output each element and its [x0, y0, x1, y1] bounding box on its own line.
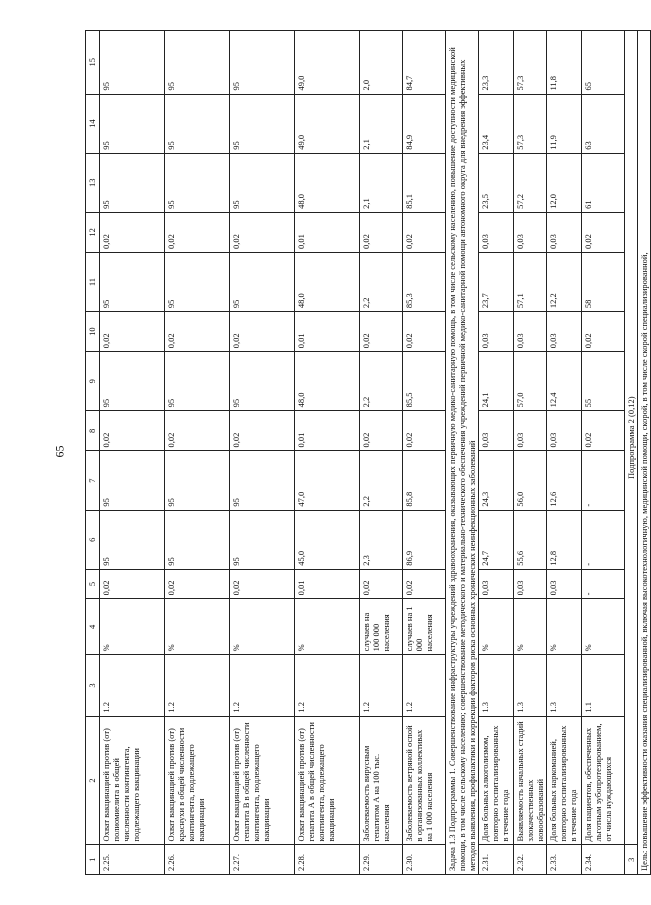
value-cell: -	[582, 569, 625, 599]
value-cell: 49,0	[295, 94, 360, 153]
value-cell: 0,02	[100, 312, 165, 352]
value-cell: 2,3	[360, 510, 403, 569]
task-code: 1.2	[230, 655, 295, 716]
value-cell: 12,2	[547, 252, 582, 311]
value-cell: 0,02	[230, 569, 295, 599]
value-cell: 0,02	[403, 411, 446, 451]
value-cell: 48,0	[295, 153, 360, 212]
subprogram-number: 3	[625, 845, 638, 875]
column-number: 1	[86, 845, 100, 875]
value-cell: 95	[100, 451, 165, 510]
indicator-name: Охват вакцинацией против (от) гепатита А в общей численности контингента, подлежащего вакцинации	[295, 716, 360, 845]
value-cell: 57,3	[514, 31, 547, 95]
value-cell: 12,4	[547, 352, 582, 411]
goal-description: Цель: повышение эффективности оказания специализированной, включая высокотехнологичную, медицинской помощи, скорой, в том числе скорой специализированной,	[638, 31, 651, 875]
value-cell: 24,1	[479, 352, 514, 411]
subprogram-row	[625, 31, 638, 875]
value-cell: 0,02	[403, 569, 446, 599]
value-cell: 58	[582, 252, 625, 311]
value-cell: 24,3	[479, 451, 514, 510]
unit-cell: %	[100, 599, 165, 655]
indicators-table	[85, 30, 651, 875]
table-row	[295, 31, 360, 875]
row-number: 2.27.	[230, 845, 295, 875]
unit-cell: %	[582, 599, 625, 655]
value-cell: 0,03	[514, 569, 547, 599]
task-code: 1.3	[547, 655, 582, 716]
value-cell: 0,03	[514, 212, 547, 252]
value-cell: 45,0	[295, 510, 360, 569]
column-number: 12	[86, 212, 100, 252]
rotated-table-page	[85, 30, 650, 875]
value-cell: 95	[100, 252, 165, 311]
row-number: 2.29.	[360, 845, 403, 875]
value-cell: 86,9	[403, 510, 446, 569]
value-cell: 85,3	[403, 252, 446, 311]
value-cell: 12,0	[547, 153, 582, 212]
value-cell: 2,1	[360, 153, 403, 212]
value-cell: 0,02	[360, 212, 403, 252]
column-number: 11	[86, 252, 100, 311]
value-cell: 2,2	[360, 352, 403, 411]
column-number-row	[86, 31, 100, 875]
value-cell: 2,2	[360, 252, 403, 311]
table-row	[100, 31, 165, 875]
value-cell: 84,7	[403, 31, 446, 95]
unit-cell: случаев на 100 000 населения	[360, 599, 403, 655]
task-code: 1.2	[165, 655, 230, 716]
value-cell: 57,2	[514, 153, 547, 212]
value-cell: 95	[100, 352, 165, 411]
value-cell: 0,03	[547, 569, 582, 599]
value-cell: 0,02	[403, 212, 446, 252]
value-cell: 0,01	[295, 212, 360, 252]
indicator-name: Охват вакцинацией против (от) гепатита В в общей численности контингента, подлежащего вакцинации	[230, 716, 295, 845]
value-cell: 0,03	[514, 312, 547, 352]
value-cell: 55	[582, 352, 625, 411]
column-number: 6	[86, 510, 100, 569]
value-cell: 0,03	[547, 312, 582, 352]
value-cell: 65	[582, 31, 625, 95]
table-body	[86, 31, 651, 875]
value-cell: 61	[582, 153, 625, 212]
indicator-name: Доля больных алкоголизмом, повторно госпитализированных в течение года	[479, 716, 514, 845]
column-number: 7	[86, 451, 100, 510]
value-cell: 95	[230, 31, 295, 95]
value-cell: 57,3	[514, 94, 547, 153]
value-cell: 0,02	[165, 212, 230, 252]
value-cell: 95	[165, 153, 230, 212]
unit-cell: %	[514, 599, 547, 655]
column-number: 2	[86, 716, 100, 845]
value-cell: 95	[100, 153, 165, 212]
value-cell: 0,02	[100, 569, 165, 599]
value-cell: 85,5	[403, 352, 446, 411]
value-cell: -	[582, 510, 625, 569]
value-cell: 0,03	[547, 411, 582, 451]
column-number: 15	[86, 31, 100, 95]
task-row	[446, 31, 479, 875]
value-cell: 95	[230, 94, 295, 153]
value-cell: 23,3	[479, 31, 514, 95]
table-row	[479, 31, 514, 875]
value-cell: 0,01	[295, 312, 360, 352]
row-number: 2.34.	[582, 845, 625, 875]
row-number: 2.28.	[295, 845, 360, 875]
table-row	[165, 31, 230, 875]
value-cell: 0,03	[479, 411, 514, 451]
column-number: 13	[86, 153, 100, 212]
value-cell: 95	[230, 153, 295, 212]
value-cell: 95	[230, 352, 295, 411]
unit-cell: случаев на 1 000 населения	[403, 599, 446, 655]
column-number: 14	[86, 94, 100, 153]
value-cell: 0,03	[479, 312, 514, 352]
column-number: 10	[86, 312, 100, 352]
value-cell: 0,03	[479, 569, 514, 599]
table-row	[582, 31, 625, 875]
value-cell: 0,02	[360, 312, 403, 352]
indicator-name: Охват вакцинацией против (от) полиомиелита в общей численности контингента, подлежащего вакцинации	[100, 716, 165, 845]
column-number: 3	[86, 655, 100, 716]
value-cell: 95	[165, 451, 230, 510]
row-number: 2.26.	[165, 845, 230, 875]
row-number: 2.31.	[479, 845, 514, 875]
task-code: 1.2	[360, 655, 403, 716]
value-cell: 24,7	[479, 510, 514, 569]
value-cell: 47,0	[295, 451, 360, 510]
subprogram-title: Подпрограмма 2 (0,12)	[625, 31, 638, 845]
column-number: 4	[86, 599, 100, 655]
value-cell: -	[582, 451, 625, 510]
value-cell: 0,02	[165, 411, 230, 451]
task-code: 1.2	[100, 655, 165, 716]
value-cell: 0,02	[100, 411, 165, 451]
page-number: 65	[52, 445, 67, 458]
value-cell: 0,02	[230, 411, 295, 451]
table-row	[360, 31, 403, 875]
value-cell: 95	[230, 451, 295, 510]
value-cell: 23,5	[479, 153, 514, 212]
row-number: 2.32.	[514, 845, 547, 875]
value-cell: 0,01	[295, 411, 360, 451]
value-cell: 2,1	[360, 94, 403, 153]
value-cell: 0,02	[165, 312, 230, 352]
value-cell: 0,02	[403, 312, 446, 352]
column-number: 5	[86, 569, 100, 599]
value-cell: 2,2	[360, 451, 403, 510]
value-cell: 57,0	[514, 352, 547, 411]
unit-cell: %	[295, 599, 360, 655]
value-cell: 0,03	[547, 212, 582, 252]
value-cell: 0,02	[100, 212, 165, 252]
indicator-name: Выявляемость начальных стадий злокачественных новообразований	[514, 716, 547, 845]
value-cell: 63	[582, 94, 625, 153]
value-cell: 95	[165, 94, 230, 153]
value-cell: 11,9	[547, 94, 582, 153]
task-code: 1.2	[295, 655, 360, 716]
value-cell: 95	[165, 252, 230, 311]
table-row	[403, 31, 446, 875]
table-row	[547, 31, 582, 875]
value-cell: 0,02	[582, 411, 625, 451]
value-cell: 95	[165, 31, 230, 95]
unit-cell: %	[165, 599, 230, 655]
column-number: 8	[86, 411, 100, 451]
value-cell: 0,02	[582, 212, 625, 252]
value-cell: 0,02	[230, 312, 295, 352]
value-cell: 95	[165, 510, 230, 569]
row-number: 2.30.	[403, 845, 446, 875]
indicator-name: Заболеваемость вирусным гепатитом А на 100 тыс. населения	[360, 716, 403, 845]
table-row	[514, 31, 547, 875]
task-code: 1.1	[582, 655, 625, 716]
task-code: 1.3	[479, 655, 514, 716]
value-cell: 23,7	[479, 252, 514, 311]
unit-cell: %	[230, 599, 295, 655]
value-cell: 57,1	[514, 252, 547, 311]
unit-cell: %	[547, 599, 582, 655]
value-cell: 95	[165, 352, 230, 411]
value-cell: 23,4	[479, 94, 514, 153]
indicator-name: Заболеваемость ветряной оспой в организованных коллективах на 1 000 населения	[403, 716, 446, 845]
value-cell: 48,0	[295, 352, 360, 411]
column-number: 9	[86, 352, 100, 411]
row-number: 2.33.	[547, 845, 582, 875]
indicator-name: Охват вакцинацией против (от) краснухи в общей численности контингента, подлежащего вакцинации	[165, 716, 230, 845]
value-cell: 0,03	[514, 411, 547, 451]
indicator-name: Доля больных наркоманией, повторно госпитализированных в течение года	[547, 716, 582, 845]
value-cell: 95	[100, 31, 165, 95]
table-row	[230, 31, 295, 875]
value-cell: 55,6	[514, 510, 547, 569]
value-cell: 48,0	[295, 252, 360, 311]
value-cell: 49,0	[295, 31, 360, 95]
value-cell: 12,6	[547, 451, 582, 510]
value-cell: 95	[230, 252, 295, 311]
indicator-name: Доля пациентов, обеспеченных льготным зубопротезированием, от числа нуждающихся	[582, 716, 625, 845]
value-cell: 0,01	[295, 569, 360, 599]
unit-cell: %	[479, 599, 514, 655]
value-cell: 0,02	[230, 212, 295, 252]
value-cell: 84,9	[403, 94, 446, 153]
task-description: Задача 1.3 Подпрограммы 1. Совершенствование инфраструктуры учреждений здравоохранения, оказывающих первичную медико-санитарную помощь, в том числе сельскому населению, повышение доступности медицинской помощи, в том числе сельскому населению; совершенствование методического и материально-технического обеспечения учреждений первичной медико-санитарной помощи автономного округа для внедрения эффективных методов выявления, профилактики и коррекции факторов риска основных хронических неинфекционных заболеваний	[446, 31, 479, 875]
value-cell: 95	[100, 510, 165, 569]
value-cell: 85,1	[403, 153, 446, 212]
value-cell: 0,02	[360, 411, 403, 451]
value-cell: 0,02	[360, 569, 403, 599]
value-cell: 2,0	[360, 31, 403, 95]
value-cell: 95	[100, 94, 165, 153]
value-cell: 0,02	[165, 569, 230, 599]
value-cell: 95	[230, 510, 295, 569]
row-number: 2.25.	[100, 845, 165, 875]
value-cell: 85,8	[403, 451, 446, 510]
goal-row	[638, 31, 651, 875]
value-cell: 0,03	[479, 212, 514, 252]
value-cell: 12,8	[547, 510, 582, 569]
value-cell: 0,02	[582, 312, 625, 352]
task-code: 1.3	[514, 655, 547, 716]
task-code: 1.2	[403, 655, 446, 716]
value-cell: 11,8	[547, 31, 582, 95]
value-cell: 56,0	[514, 451, 547, 510]
